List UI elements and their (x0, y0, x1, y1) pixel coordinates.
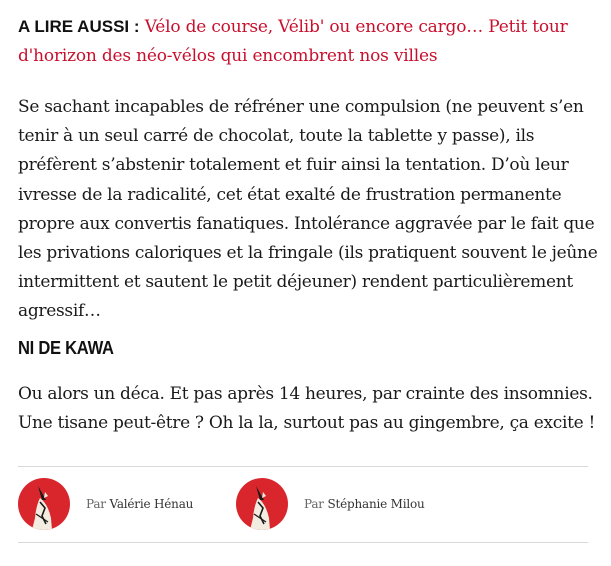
divider (18, 542, 588, 543)
author-name[interactable]: Valérie Hénau (109, 497, 194, 511)
author-avatar[interactable] (18, 478, 70, 530)
illustrated-figure-avatar-icon (236, 478, 288, 530)
author-name-line (86, 497, 193, 511)
author-prefix: Par (304, 497, 324, 511)
author-byline[interactable] (18, 478, 193, 530)
author-prefix: Par (86, 497, 106, 511)
also-read-block (18, 12, 598, 71)
author-byline[interactable] (236, 478, 425, 530)
author-name[interactable]: Stéphanie Milou (327, 497, 425, 511)
author-name-line (304, 497, 425, 511)
divider (18, 466, 588, 467)
also-read-link[interactable]: Vélo de course, Vélib' ou encore cargo… Petit tour d'horizon des néo-vélos qui encombrent nos villes (18, 17, 568, 66)
also-read-label: A LIRE AUSSI : (18, 17, 140, 36)
author-avatar[interactable] (236, 478, 288, 530)
illustrated-figure-avatar-icon (18, 478, 70, 530)
article-subheading: NI DE KAWA (18, 338, 114, 358)
article-paragraph: Se sachant incapables de réfréner une compulsion (ne peuvent s’en tenir à un seul carré de chocolat, toute la tablette y passe), ils préfèrent s’abstenir totalement et fuir ainsi la tentation. D’où leur ivresse de la radicalité, cet état exalté de frustration permanente propre aux convertis fanatiques. Intolérance aggravée par le fait que les privations caloriques et la fringale (ils pratiquent souvent le jeûne intermittent et sautent le petit déjeuner) rendent particulièrement agressif… (18, 97, 598, 322)
article-paragraph: Ou alors un déca. Et pas après 14 heures, par crainte des insomnies. Une tisane peut-être ? Oh la la, surtout pas au gingembre, ça excite ! (18, 384, 596, 433)
